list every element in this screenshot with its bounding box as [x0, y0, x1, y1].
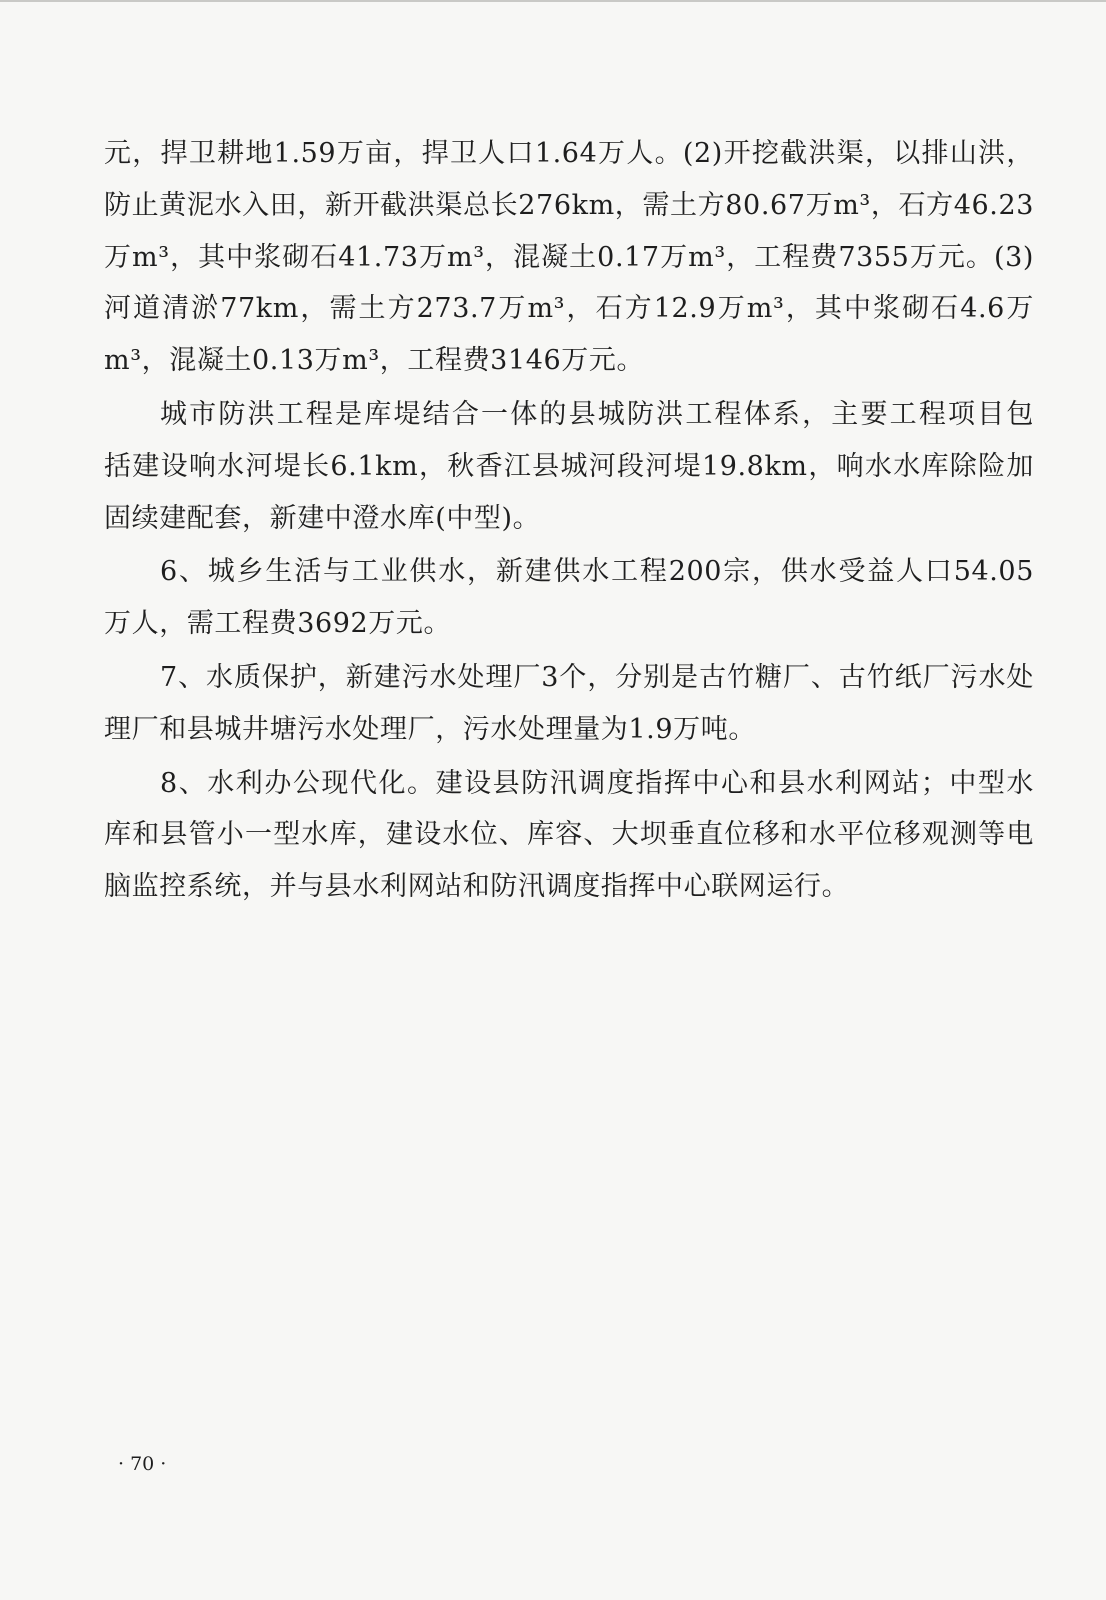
text-line: 城市防洪工程是库堤结合一体的县城防洪工程体系，主要工程项目包	[160, 398, 1034, 430]
page-top-edge	[0, 0, 1106, 2]
text-line: 元，捍卫耕地1.59万亩，捍卫人口1.64万人。(2)开挖截洪渠，以排山洪，	[104, 138, 1034, 169]
text-line: 理厂和县城井塘污水处理厂，污水处理量为1.9万吨。	[104, 713, 756, 745]
text-line: 库和县管小一型水库，建设水位、库容、大坝垂直位移和水平位移观测等电	[104, 819, 1034, 851]
text-line: 防止黄泥水入田，新开截洪渠总长276km，需土方80.67万m³，石方46.23	[104, 189, 1034, 221]
text-line: 6、城乡生活与工业供水，新建供水工程200宗，供水受益人口54.05	[160, 556, 1034, 588]
text-line: 8、水利办公现代化。建设县防汛调度指挥中心和县水利网站；中型水	[160, 767, 1034, 799]
text-line: 脑监控系统，并与县水利网站和防汛调度指挥中心联网运行。	[104, 871, 850, 903]
text-line: 固续建配套，新建中澄水库(中型)。	[104, 502, 541, 534]
page-number: · 70 ·	[118, 1453, 167, 1475]
text-line: 河道清淤77km，需土方273.7万m³，石方12.9万m³，其中浆砌石4.6万	[104, 293, 1034, 325]
text-line: m³，混凝土0.13万m³，工程费3146万元。	[104, 345, 645, 377]
text-line: 万人，需工程费3692万元。	[104, 608, 452, 640]
text-line: 7、水质保护，新建污水处理厂3个，分别是古竹糖厂、古竹纸厂污水处	[160, 661, 1034, 693]
text-line: 括建设响水河堤长6.1km，秋香江县城河段河堤19.8km，响水水库除险加	[104, 450, 1034, 482]
text-line: 万m³，其中浆砌石41.73万m³，混凝土0.17万m³，工程费7355万元。(3)	[104, 241, 1034, 273]
body-text	[104, 128, 1034, 913]
